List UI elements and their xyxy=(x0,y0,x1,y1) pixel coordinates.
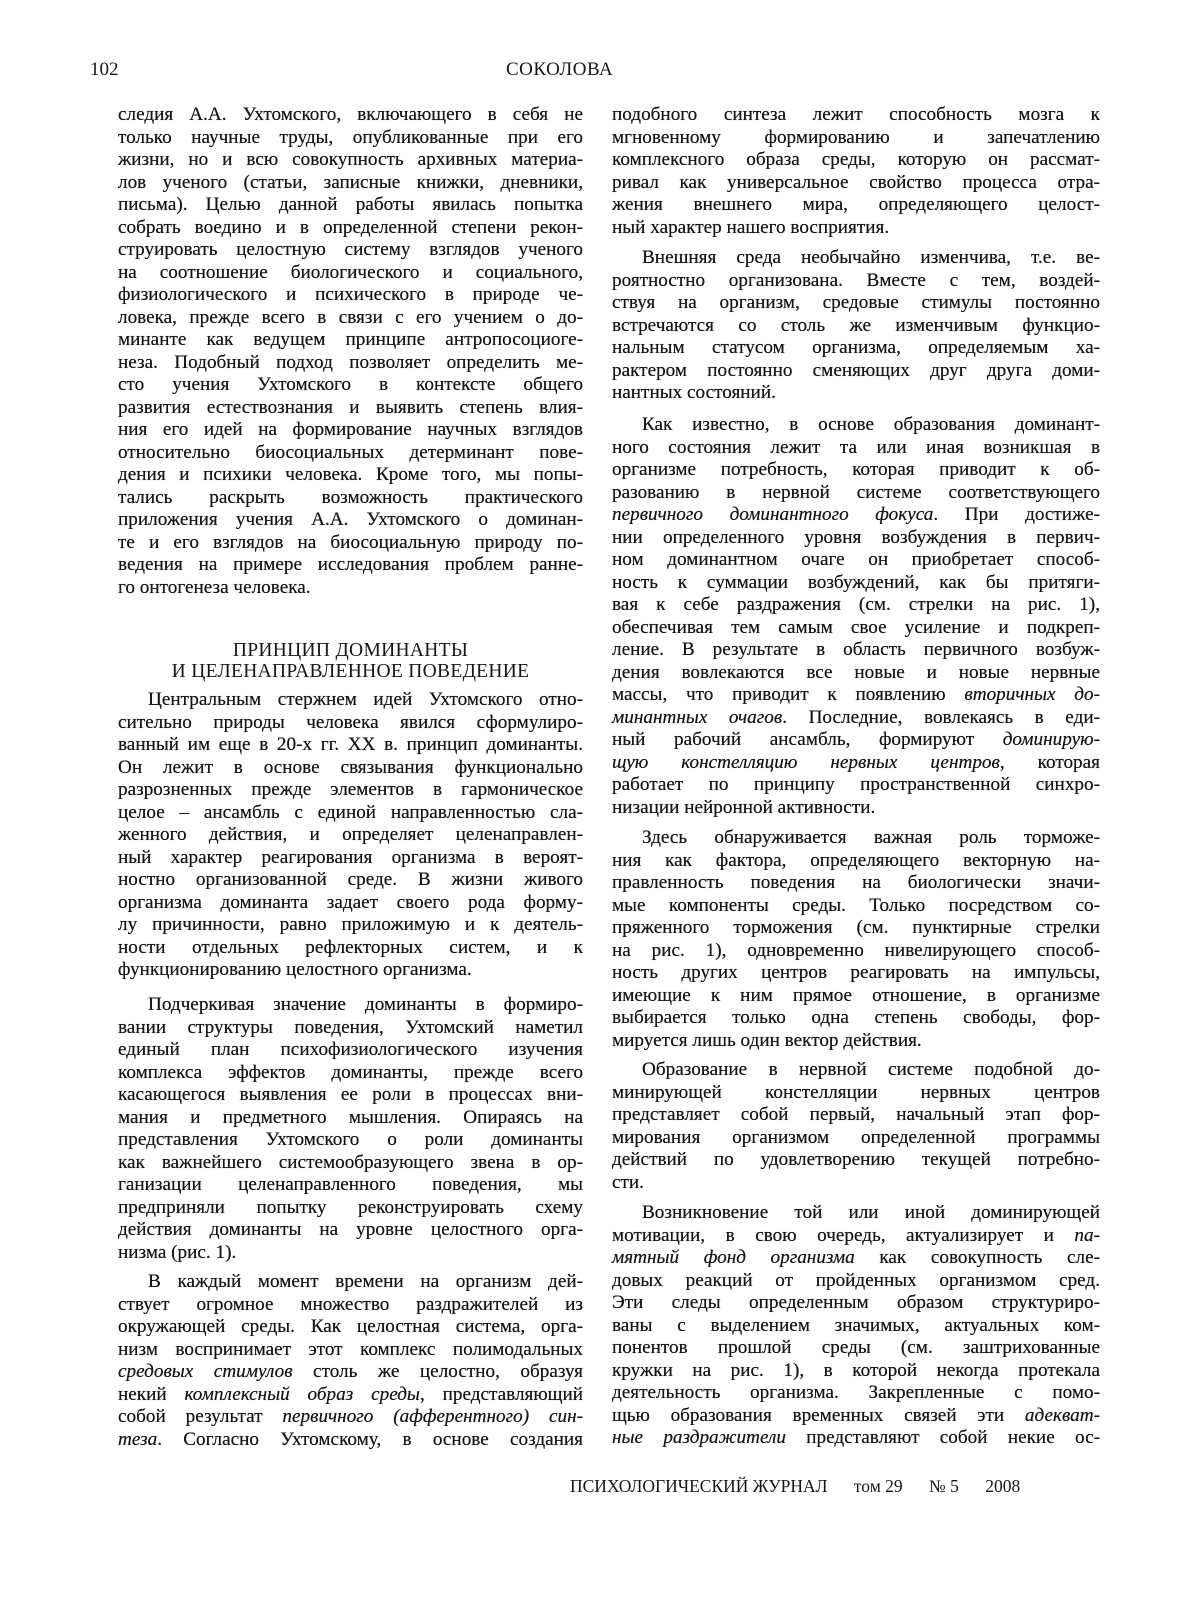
section-heading-line: ПРИНЦИП ДОМИНАНТЫ xyxy=(232,640,469,661)
text-line: женного действия, и определяет целенаправлен- xyxy=(118,824,583,845)
italic-term: комплексный образ среды xyxy=(184,1383,420,1405)
text-line: ность других центров реагировать на импульсы, xyxy=(612,962,1100,983)
italic-term: минантных очагов xyxy=(612,706,783,728)
text-line: кружки на рис. 1), в которой некогда протекала xyxy=(612,1359,1100,1381)
italic-term: вторичных до- xyxy=(964,684,1100,705)
paragraph xyxy=(118,994,583,1264)
page-number: 102 xyxy=(90,59,119,80)
text-line: довых реакций от пройденных организмом сред. xyxy=(612,1269,1100,1291)
paragraph xyxy=(612,827,1100,1052)
italic-term: адекват- xyxy=(1024,1404,1100,1426)
text-line: ванный им еще в 20-х гг. XX в. принцип доминанты. xyxy=(118,734,583,755)
text-line: нальным статусом организма, определяемым ха- xyxy=(612,337,1100,358)
italic-term: теза xyxy=(118,1428,158,1450)
text-line: предприняли попытку реконструировать схему xyxy=(118,1196,583,1218)
text-line: окружающей среды. Как целостная система, орга- xyxy=(118,1316,583,1337)
text-segment: , которая xyxy=(999,751,1100,773)
text-line: низации нейронной активности. xyxy=(612,796,876,818)
text-segment: ный рабочий ансамбль, формируют xyxy=(612,729,1003,750)
text-line: сительно природы человека явился сформулиро- xyxy=(118,711,583,733)
text-line: ность к суммации возбуждений, как бы притяги- xyxy=(612,571,1100,593)
text-line xyxy=(612,707,1100,730)
text-line: струировать целостную систему взглядов ученого xyxy=(118,239,583,260)
text-line: выбирается только одна степень свободы, фор- xyxy=(612,1007,1100,1028)
text-line: функционированию целостного организма. xyxy=(118,959,472,980)
text-line: организме потребность, которая приводит к об- xyxy=(612,459,1100,480)
text-line: ствует огромное множество раздражителей из xyxy=(118,1293,583,1315)
text-line: го онтогенеза человека. xyxy=(118,576,311,598)
right-column xyxy=(612,0,1100,1500)
text-line: подобного синтеза лежит способность мозга к xyxy=(612,104,1100,125)
text-line: минанте как ведущем принципе антропосоциоге- xyxy=(118,329,583,350)
text-line: мируется лишь один вектор действия. xyxy=(612,1029,922,1051)
text-line: неза. Подобный подход позволяет определить ме- xyxy=(118,351,583,373)
text-line: лов ученого (статьи, записные книжки, дневники, xyxy=(118,171,583,193)
italic-term: средовых стимулов xyxy=(118,1361,293,1382)
text-line: дения вовлекаются все новые и новые нервные xyxy=(612,661,1100,683)
text-segment: некий xyxy=(118,1383,185,1405)
text-line xyxy=(612,729,1100,752)
text-line: развития естествознания и выявить степень влия- xyxy=(118,396,583,418)
text-line xyxy=(118,1384,583,1407)
text-line xyxy=(612,504,1100,527)
text-line: ривал как универсальное свойство процесса отра- xyxy=(612,171,1100,193)
text-line xyxy=(612,1427,1100,1450)
text-segment: деятельность организма. Закрепленные с помо- xyxy=(612,1382,1100,1403)
text-segment: столь же целостно, образуя xyxy=(292,1361,583,1382)
text-line: ный характер нашего восприятия. xyxy=(612,216,890,238)
text-line: Эти следы определенным образом структуриро- xyxy=(612,1292,1100,1313)
text-line: мания и предметного мышления. Опираясь на xyxy=(118,1106,583,1128)
paragraph xyxy=(118,104,583,599)
paragraph xyxy=(118,1271,583,1451)
text-line: следия А.А. Ухтомского, включающего в себя не xyxy=(118,104,583,125)
text-line: собрать воедино и в определенной степени рекон- xyxy=(118,216,583,238)
italic-term: первичного (афферентного) син- xyxy=(282,1406,583,1427)
journal-volume: том 29 xyxy=(853,1476,903,1496)
text-segment: щью образования временных связей эти xyxy=(612,1404,1025,1426)
text-line: ведения на примере исследования проблем ранне- xyxy=(118,554,583,575)
text-line: комплексного образа среды, которую он рассмат- xyxy=(612,149,1100,170)
text-line: понентов прошлой среды (см. заштрихованные xyxy=(612,1337,1100,1358)
text-line xyxy=(612,1247,1100,1270)
text-line: ление. В результате в область первичного возбуж- xyxy=(612,639,1100,660)
text-line xyxy=(612,684,1100,707)
text-line: действия доминанты на уровне целостного орга- xyxy=(118,1219,583,1240)
text-line: как важнейшего системообразующего звена в ор- xyxy=(118,1151,583,1173)
text-line: низма (рис. 1). xyxy=(118,1241,237,1263)
text-line xyxy=(612,1405,1100,1428)
text-line: ствуя на организм, средовые стимулы постоянно xyxy=(612,292,1100,313)
italic-term: первичного доминантного фокуса xyxy=(612,504,934,525)
text-line: вая к себе раздражения (см. стрелки на рис. 1), xyxy=(612,594,1100,615)
italic-term: мятный фонд организма xyxy=(612,1247,855,1268)
text-line: жизни, но и всю совокупность архивных материа- xyxy=(118,149,583,170)
text-line xyxy=(118,1406,583,1429)
text-line: разованию в нервной системе соответствующего xyxy=(612,481,1100,503)
text-line: ваны с выделением значимых, актуальных ком- xyxy=(612,1314,1100,1336)
text-line: встречаются со столь же изменчивым функцио- xyxy=(612,314,1100,336)
text-line: тались раскрыть возможность практического xyxy=(118,486,583,508)
text-line: ности отдельных рефлекторных систем, и к xyxy=(118,936,583,958)
text-line: жения внешнего мира, определяющего целост- xyxy=(612,194,1100,215)
text-line xyxy=(612,1225,1100,1248)
text-line: Он лежит в основе связывания функционально xyxy=(118,756,583,778)
text-segment: массы, что приводит к появлению xyxy=(612,684,965,705)
text-line: относительно биосоциальных детерминант пове- xyxy=(118,441,583,463)
text-line: обеспечивая тем самым свое усиление и подкреп- xyxy=(612,616,1100,638)
text-line: сти. xyxy=(612,1171,644,1193)
text-line: Возникновение той или иной доминирующей xyxy=(642,1202,1100,1223)
text-line: ловека, прежде всего в связи с его учением о до- xyxy=(118,306,583,328)
italic-term: па- xyxy=(1074,1224,1100,1246)
text-line: ного состояния лежит та или иная возникшая в xyxy=(612,436,1100,458)
text-line xyxy=(612,1382,1100,1405)
text-line: действий по удовлетворению текущей потребно- xyxy=(612,1149,1100,1170)
text-segment: , представляющий xyxy=(419,1383,583,1405)
text-line: дения и психики человека. Кроме того, мы попы- xyxy=(118,464,583,485)
section-heading-line: И ЦЕЛЕНАПРАВЛЕННОЕ ПОВЕДЕНИЕ xyxy=(171,661,530,682)
text-line: роятностно организована. Вместе с тем, воздей- xyxy=(612,269,1100,291)
text-line: вании структуры поведения, Ухтомский наметил xyxy=(118,1016,583,1038)
text-line: Внешняя среда необычайно изменчива, т.е. ве- xyxy=(642,247,1100,268)
text-line: лу причинности, равно приложимую и к деятель- xyxy=(118,914,583,935)
text-line: мирования организмом определенной программы xyxy=(612,1126,1100,1148)
text-line xyxy=(612,752,1100,775)
italic-term: щую констелляцию нервных центров xyxy=(612,751,1000,773)
text-segment: . При достиже- xyxy=(933,504,1100,525)
text-line: Образование в нервной системе подобной до- xyxy=(642,1059,1100,1080)
text-segment: как совокупность сле- xyxy=(854,1247,1100,1268)
text-line: нии определенного уровня возбуждения в первич- xyxy=(612,526,1100,548)
text-line: представления Ухтомского о роли доминанты xyxy=(118,1129,583,1150)
paragraph xyxy=(612,247,1100,405)
paragraph xyxy=(612,1059,1100,1194)
text-line: пряженного торможения (см. пунктирные стрелки xyxy=(612,917,1100,938)
text-line: Здесь обнаруживается важная роль торможе- xyxy=(642,827,1100,848)
text-line: рактером постоянно сменяющих друг друга доми- xyxy=(612,359,1100,381)
text-line: целое – ансамбль с единой направленностью сла- xyxy=(118,801,583,823)
text-line xyxy=(118,1361,583,1384)
left-column xyxy=(118,0,583,1500)
text-line: разрозненных прежде элементов в гармоническое xyxy=(118,779,583,800)
text-segment: мотивации, в свою очередь, актуализирует и xyxy=(612,1224,1075,1246)
text-line: те и его взглядов на биосоциальную природу по- xyxy=(118,531,583,553)
italic-term: доминирую- xyxy=(1002,729,1100,750)
text-line: приложения учения А.А. Ухтомского о доминан- xyxy=(118,509,583,530)
text-line: сто учения Ухтомского в контексте общего xyxy=(118,374,583,395)
text-line: мые компоненты среды. Только посредством со- xyxy=(612,894,1100,916)
text-line: ностно организованной среде. В жизни живого xyxy=(118,869,583,890)
text-line: В каждый момент времени на организм дей- xyxy=(148,1271,583,1292)
text-line: комплекса эффектов доминанты, прежде всего xyxy=(118,1061,583,1083)
text-line: представляет собой первый, начальный этап фор- xyxy=(612,1104,1100,1125)
text-line xyxy=(118,1429,583,1452)
paragraph xyxy=(612,104,1100,239)
text-line: Подчеркивая значение доминанты в формиро- xyxy=(148,994,583,1015)
paragraph xyxy=(612,414,1100,819)
text-line: письма). Целью данной работы явилась попытка xyxy=(118,194,583,215)
text-line: организма доминанта задает своего рода форму- xyxy=(118,891,583,913)
paragraph xyxy=(118,689,583,982)
italic-term: ные раздражители xyxy=(612,1427,786,1448)
text-line: ния как фактора, определяющего векторную на- xyxy=(612,849,1100,871)
text-line: ном доминантном очаге он приобретает способ- xyxy=(612,549,1100,570)
text-line: Центральным стержнем идей Ухтомского отно- xyxy=(148,689,583,710)
text-line: касающегося выявления ее роли в процессах вни- xyxy=(118,1084,583,1105)
paragraph xyxy=(612,1202,1100,1450)
text-line: ния его идей на формирование научных взглядов xyxy=(118,419,583,440)
text-segment: . Последние, вовлекаясь в еди- xyxy=(782,706,1100,728)
text-line: работает по принципу пространственной синхро- xyxy=(612,774,1100,795)
text-line: Как известно, в основе образования доминант- xyxy=(642,414,1100,435)
text-line: ный характер реагирования организма в вероят- xyxy=(118,846,583,868)
text-line: только научные труды, опубликованные при его xyxy=(118,126,583,148)
text-segment: собой результат xyxy=(118,1406,283,1427)
text-line: физиологического и психического в природе че- xyxy=(118,284,583,305)
journal-footer xyxy=(570,1476,1020,1496)
text-line: правленность поведения на биологически значи- xyxy=(612,872,1100,893)
journal-issue: № 5 xyxy=(929,1476,959,1496)
text-segment: . Согласно Ухтомскому, в основе создания xyxy=(157,1428,583,1450)
text-line: на соотношение биологического и социального, xyxy=(118,261,583,283)
journal-name: ПСИХОЛОГИЧЕСКИЙ ЖУРНАЛ xyxy=(570,1476,828,1496)
journal-year: 2008 xyxy=(985,1476,1021,1496)
text-line: нантных состояний. xyxy=(612,382,776,403)
text-line: минирующей констелляции нервных центров xyxy=(612,1081,1100,1103)
text-line: мгновенному формированию и запечатлению xyxy=(612,126,1100,148)
text-line: имеющие к ним прямое отношение, в организме xyxy=(612,984,1100,1006)
text-segment: представляют собой некие ос- xyxy=(785,1427,1100,1448)
text-line: на рис. 1), одновременно нивелирующего способ- xyxy=(612,939,1100,961)
text-line: низм воспринимает этот комплекс полимодальных xyxy=(118,1338,583,1360)
section-heading xyxy=(118,640,583,682)
running-title: СОКОЛОВА xyxy=(506,59,614,80)
text-line: ганизации целенаправленного поведения, мы xyxy=(118,1174,583,1195)
text-line: единый план психофизиологического изучения xyxy=(118,1039,583,1060)
